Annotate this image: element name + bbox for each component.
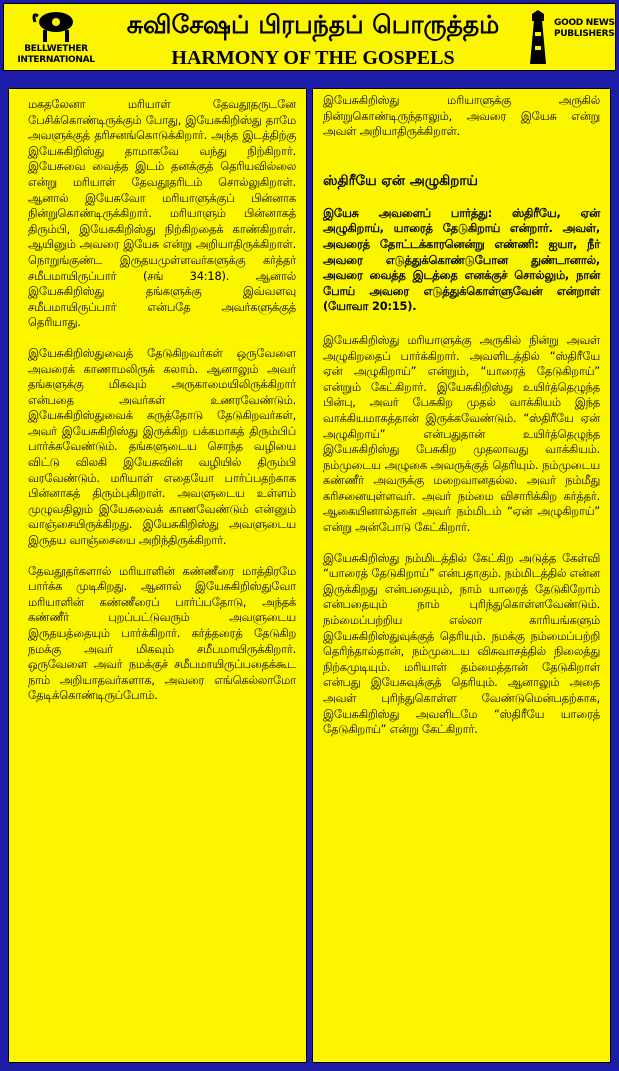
right-paragraph-2: இயேசுகிறிஸ்து நம்மிடத்தில் கேட்கிற அடுத்த கேள்வி “யாரைத் தேடுகிறாய்” என்பதாகும். நம்மிடத்தில் என்ன இருக்கிறது என்பதையும், நாம் யாரைத் தேடுகிறோம் என்பதையும் நாம் புரிந்துகொள்ளவேண்டும். நம்மைப்பற்றிய எல்லா காரியங்களும் இயேசுகிறிஸ்துவுக்குத் தெரியும். நமக்கு நம்மைப்பற்றி தெரிந்தால்தான், நம்முடைய விசுவாசத்தில் நிலைத்து நிற்கமுடியும். மரியாள் தம்மைத்தான் தேடுகிறாள் என்பது இயேசுவுக்குத் தெரியும். ஆனாலும் அதை அவள் புரிந்துகொள்ள வேண்டுமென்பதற்காக, இயேசுகிறிஸ்து அவளிடமே “ஸ்திரீயே யாரைத் தேடுகிறாய்” என்று கேட்கிறார். [323,550,600,737]
good-news-logo [524,10,616,66]
right-paragraph-1: இயேசுகிறிஸ்து மரியாளுக்கு அருகில் நின்று அவள் அழுகிறதைப் பார்க்கிறார். அவளிடத்தில் “ஸ்திரீயே ஏன் அழுகிறாய்” என்றும், “யாரைத் தேடுகிறாய்” என்றும் கேட்கிறார். இயேசுகிறிஸ்து உயிர்த்தெழுந்த பின்பு, அவர் பேசுகிற முதல் வாக்கியம் இந்த வாக்கியமாகத்தான் இருக்கவேண்டும். “ஸ்திரீயே ஏன் அழுகிறாய்” என்பதுதான் உயிர்த்தெழுந்த இயேசுகிறிஸ்து பேசுகிற முதலாவது வாக்கியம். நம்முடைய அழுகை அவருக்குத் தெரியும். நம்முடைய கண்ணீர் அவருக்கு மறைவானதல்ல. அவர் நம்மீது கரிசனையுள்ளவர். அவர் நம்மை விசாரிக்கிற கர்த்தர். ஆகையினால்தான் அவர் நம்மிடம் “ஏன் அழுகிறாய்” என்று அன்போடு கேட்கிறார். [323,332,600,535]
left-paragraph-3: தேவதூதர்களால் மரியாளின் கண்ணீரை மாத்திரமே பார்க்க முடிகிறது. ஆனால் இயேசுகிறிஸ்துவோ மரியாளின் கண்ணீரைப் பார்ப்பதோடு, அந்தக் கண்ணீர் புறப்பட்டுவரும் அவளுடைய இருதயத்தையும் பார்க்கிறார். கர்த்தரைத் தேடுகிற நமக்கு அவர் மிகவும் சமீபமாயிருக்கிறார். ஒருவேளை அவர் நமக்குச் சமீபமாயிருப்பதைக்கூட நாம் அறியாதவர்களாக, அவரை எங்கெல்லாமோ தேடிக்கொண்டிருப்போம். [28,563,296,703]
section-heading: ஸ்திரீயே ஏன் அழுகிறாய் [323,172,478,189]
left-paragraph-2: இயேசுகிறிஸ்துவைத் தேடுகிறவர்கள் ஒருவேளை அவரைக் காணாமலிருக் கலாம். ஆனாலும் அவர் தங்களுக்கு மிகவும் அருகாமையிலிருக்கிறார் என்பதை அவர்கள் உணரவேண்டும். இயேசுகிறிஸ்துவைக் கருத்தோடு தேடுகிறவர்கள், அவர் இயேசுகிறிஸ்து இருக்கிற பக்கமாகத் திரும்பிப் பார்க்கவேண்டும். தங்களுடைய சொந்த வழியை விட்டு விலகி இயேசுவின் வழியில் திரும்பி வரவேண்டும். மரியாள் எதையோ பார்ப்பதற்காக பின்னாகத் திரும்புகிறாள். அவளுடைய உள்ளம் முழுவதிலும் இயேசுவைக் காணவேண்டும் என்னும் வாஞ்சையிருக்கிறது. இயேசுகிறிஸ்து அவளுடைய இருதய வாஞ்சையை அறிந்திருக்கிறார். [28,345,296,548]
logo-right-line2: PUBLISHERS [554,29,615,39]
bellwether-logo [10,10,102,66]
right-column [312,88,611,1063]
lighthouse-icon [524,10,552,66]
logo-left-line1: BELLWETHER [24,44,88,54]
page-header [3,3,616,71]
logo-right-line1: GOOD NEWS [554,18,615,28]
logo-left-line2: INTERNATIONAL [17,55,95,65]
left-column [8,88,307,1063]
left-paragraph-1: மகதலேனா மரியாள் தேவதூதருடனே பேசிக்கொண்டிருக்கும் போது, இயேசுகிறிஸ்து தாமே அவளுக்குத் தரிசனங்கொடுக்கிறார். அந்த இடத்திற்கு இயேசுகிறிஸ்து தாமாகவே வந்து நிற்கிறார். இயேசுவை வைத்த இடம் தனக்குத் தெரியவில்லை என்று மரியாள் தேவதூதரிடம் சொல்லுகிறாள். ஆனால் இயேசுவோ மரியாளுக்குப் பின்னாக நின்றுகொண்டிருக்கிறார். மரியாளும் பின்னாகத் திரும்பி, இயேசுகிறிஸ்து நிற்கிறதைக் காண்கிறாள். ஆயினும் அவரை இயேசு என்று அறியாதிருக்கிறாள். நொறுங்குண்ட இருதயமுள்ளவர்களுக்கு கர்த்தர் சமீபமாயிருப்பார் (சங் 34:18). ஆனால் இயேசுகிறிஸ்து தங்களுக்கு இவ்வளவு சமீபமாயிருப்பார் என்பதே அவர்களுக்குத் தெரியாது. [28,97,296,330]
scripture-quote: இயேசு அவளைப் பார்த்து: ஸ்திரீயே, ஏன் அழுகிறாய், யாரைத் தேடுகிறாய் என்றார். அவள், அவரைத் தோட்டக்காரனென்று எண்ணி: ஐயா, நீர் அவரை எடுத்துக்கொண்டுபோன துண்டானால், அவரை வைத்த இடத்தை எனக்குச் சொல்லும், நான் போய் அவரை எடுத்துக்கொள்ளுவேன் என்றாள் (யோவா 20:15). [323,205,600,314]
right-intro: இயேசுகிறிஸ்து மரியாளுக்கு அருகில் நின்றுகொண்டிருந்தாலும், அவரை இயேசு என்று அவள் அறியாதிருக்கிறாள். [323,93,600,139]
title-tamil: சுவிசேஷப் பிரபந்தப் பொருத்தம் [126,10,500,39]
ram-emblem-icon [10,10,102,44]
title-english: HARMONY OF THE GOSPELS [171,47,455,69]
